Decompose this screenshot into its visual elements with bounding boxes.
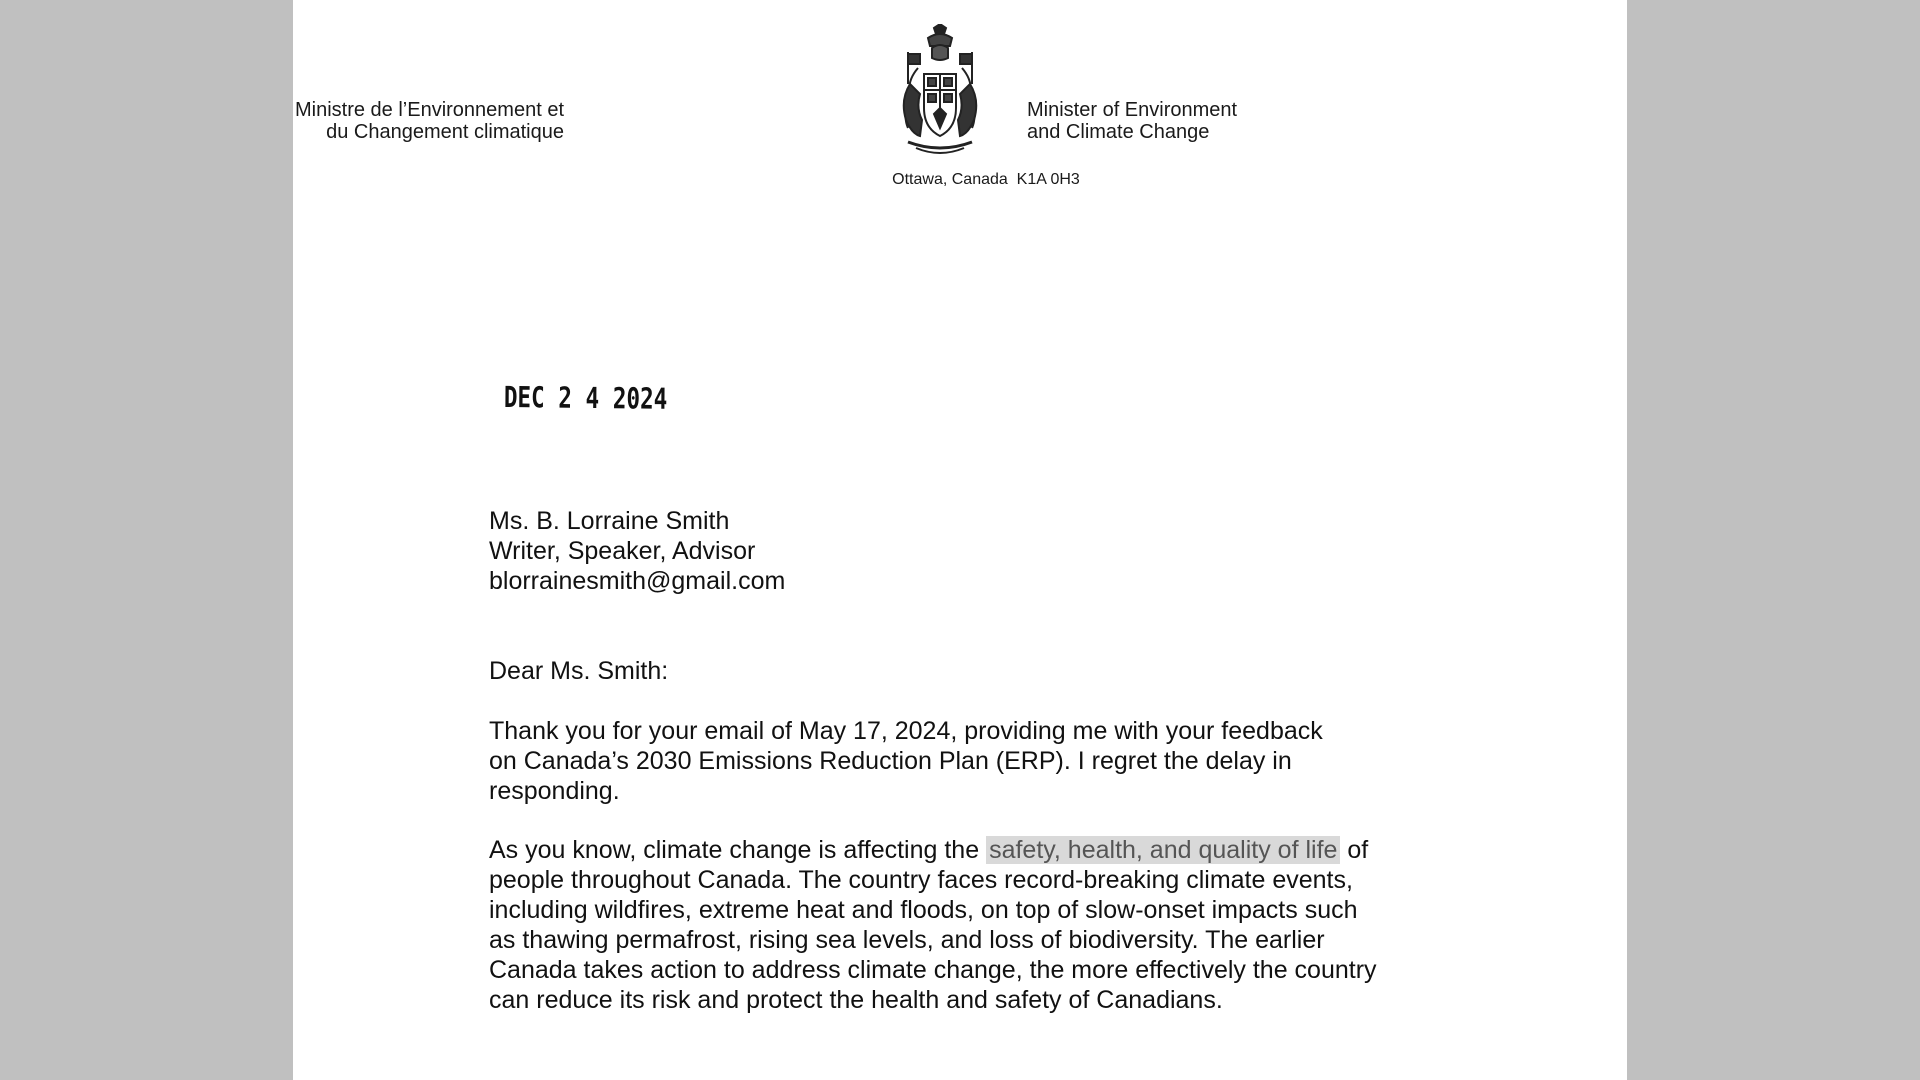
paragraph-1: [489, 716, 1449, 806]
letterhead-english: [1027, 99, 1237, 143]
date-stamp: DEC 2 4 2024: [503, 380, 668, 416]
paragraph-2-line: including wildfires, extreme heat and floods, on top of slow-onset impacts such: [489, 896, 1358, 924]
paragraph-2-line: Canada takes action to address climate change, the more effectively the country: [489, 956, 1377, 984]
coat-of-arms-icon: [894, 24, 986, 158]
salutation: Dear Ms. Smith:: [489, 657, 669, 685]
highlighted-text[interactable]: safety, health, and quality of life: [986, 836, 1340, 864]
letterhead-english-line-1: Minister of Environment: [1027, 99, 1238, 121]
paragraph-2-line: can reduce its risk and protect the health and safety of Canadians.: [489, 986, 1223, 1014]
letterhead-french: [295, 99, 564, 143]
paragraph-2-line: people throughout Canada. The country faces record-breaking climate events,: [489, 866, 1353, 894]
recipient-email: blorrainesmith@gmail.com: [489, 567, 786, 595]
letterhead-french-line-1: Ministre de l’Environnement et: [294, 99, 564, 121]
paragraph-1-line: responding.: [489, 777, 620, 805]
recipient-title: Writer, Speaker, Advisor: [489, 537, 756, 565]
paragraph-2-line: as thawing permafrost, rising sea levels, and loss of biodiversity. The earlier: [489, 926, 1325, 954]
recipient-block: [489, 506, 785, 596]
letterhead-english-line-2: and Climate Change: [1027, 121, 1210, 143]
letter-page: [293, 0, 1627, 1080]
paragraph-2-line: [489, 835, 1449, 865]
paragraph-2: [489, 835, 1449, 1015]
paragraph-1-line: on Canada’s 2030 Emissions Reduction Plan (ERP). I regret the delay in: [489, 747, 1292, 775]
paragraph-1-line: Thank you for your email of May 17, 2024, providing me with your feedback: [489, 717, 1323, 745]
ministry-address: Ottawa, Canada K1A 0H3: [892, 171, 1080, 188]
paragraph-2-text: As you know, climate change is affecting the: [489, 836, 980, 864]
letterhead-french-line-2: du Changement climatique: [326, 121, 564, 143]
recipient-name: Ms. B. Lorraine Smith: [489, 507, 730, 535]
paragraph-2-text: of: [1347, 836, 1369, 864]
